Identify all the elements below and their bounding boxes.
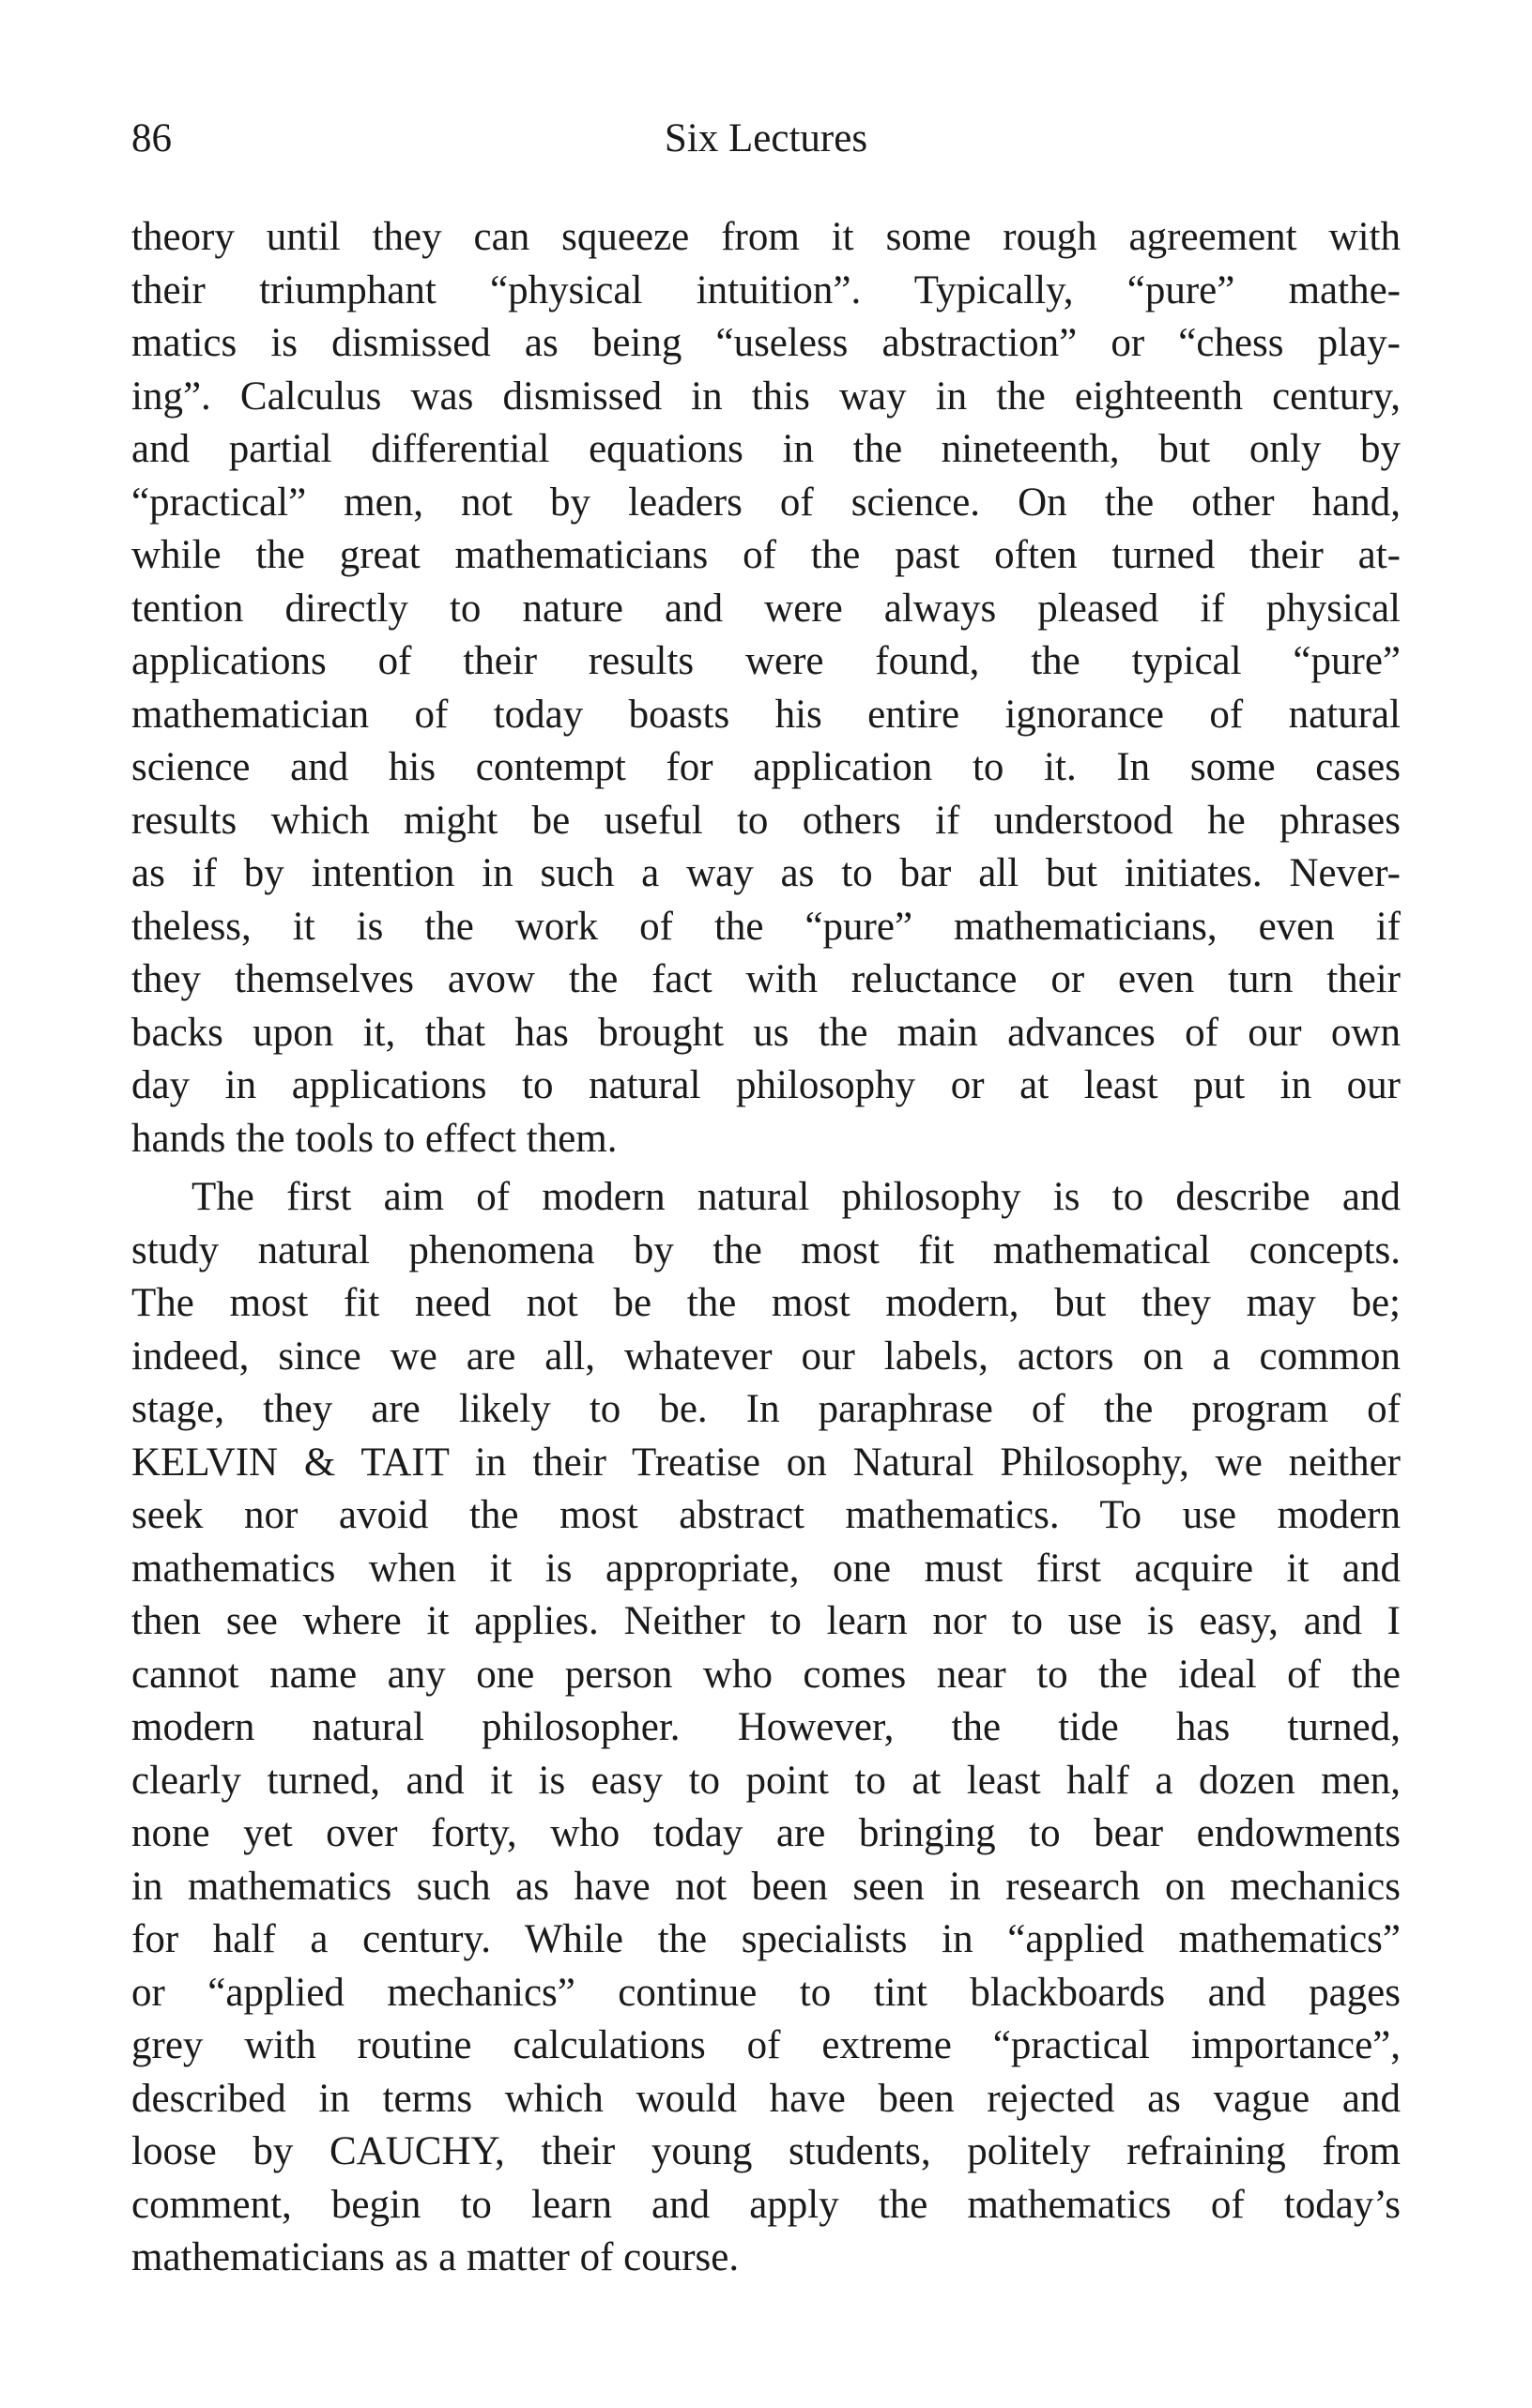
text-line: theless, it is the work of the “pure” mathematicians, even if: [131, 904, 1401, 949]
text-line: loose by CAUCHY, their young students, politely refraining from: [131, 2129, 1401, 2173]
text-line: The most fit need not be the most modern, but they may be;: [131, 1281, 1401, 1325]
text-line: while the great mathematicians of the past often turned their at-: [131, 533, 1401, 577]
text-line: tention directly to nature and were always pleased if physical: [131, 586, 1401, 631]
text-line: science and his contempt for application to it. In some cases: [131, 745, 1401, 789]
page-number: 86: [131, 116, 172, 160]
text-line: KELVIN & TAIT in their Treatise on Natural Philosophy, we neither: [131, 1440, 1401, 1485]
body-text: [131, 211, 1401, 2285]
text-line: comment, begin to learn and apply the mathematics of today’s: [131, 2182, 1401, 2227]
text-line: for half a century. While the specialists in “applied mathematics”: [131, 1917, 1401, 1961]
text-line: their triumphant “physical intuition”. Typically, “pure” mathe-: [131, 267, 1401, 312]
text-line: or “applied mechanics” continue to tint blackboards and pages: [131, 1970, 1401, 2015]
text-line: backs upon it, that has brought us the main advances of our own: [131, 1010, 1401, 1055]
text-line: theory until they can squeeze from it some rough agreement with: [131, 215, 1401, 259]
text-line: then see where it applies. Neither to learn nor to use is easy, and I: [131, 1599, 1401, 1643]
text-line: in mathematics such as have not been seen in research on mechanics: [131, 1864, 1401, 1909]
text-line: mathematics when it is appropriate, one must first acquire it and: [131, 1546, 1401, 1591]
text-line: study natural phenomena by the most fit mathematical concepts.: [131, 1227, 1401, 1273]
text-line: applications of their results were found, the typical “pure”: [131, 639, 1401, 683]
text-line: mathematician of today boasts his entire ignorance of natural: [131, 692, 1401, 737]
text-line: matics is dismissed as being “useless abstraction” or “chess play-: [131, 321, 1401, 365]
text-line: results which might be useful to others if understood he phrases: [131, 798, 1401, 843]
running-title: Six Lectures: [664, 116, 868, 160]
text-line: described in terms which would have been rejected as vague and: [131, 2076, 1401, 2121]
text-line: as if by intention in such a way as to bar all but initiates. Never-: [131, 851, 1401, 895]
text-line: clearly turned, and it is easy to point to at least half a dozen men,: [131, 1758, 1401, 1803]
text-line: hands the tools to effect them.: [131, 1116, 618, 1161]
text-line: cannot name any one person who comes near to the ideal of the: [131, 1652, 1401, 1697]
paragraph: [131, 1171, 1401, 2285]
paragraph: [131, 211, 1401, 1166]
text-line: seek nor avoid the most abstract mathematics. To use modern: [131, 1493, 1401, 1537]
text-line: modern natural philosopher. However, the tide has turned,: [131, 1705, 1401, 1749]
running-head: [131, 111, 1401, 167]
text-line: stage, they are likely to be. In paraphrase of the program of: [131, 1387, 1401, 1431]
text-line: mathematicians as a matter of course.: [131, 2235, 740, 2279]
text-line: grey with routine calculations of extreme “practical importance”,: [131, 2023, 1401, 2067]
text-line: none yet over forty, who today are bringing to bear endowments: [131, 1811, 1401, 1855]
text-line: and partial differential equations in the nineteenth, but only by: [131, 427, 1401, 471]
text-line: The first aim of modern natural philosophy is to describe and: [192, 1175, 1401, 1219]
text-line: day in applications to natural philosophy or at least put in our: [131, 1063, 1401, 1107]
text-line: they themselves avow the fact with reluctance or even turn their: [131, 957, 1401, 1001]
text-line: “practical” men, not by leaders of science. On the other hand,: [131, 480, 1401, 525]
text-line: indeed, since we are all, whatever our labels, actors on a common: [131, 1334, 1401, 1379]
text-line: ing”. Calculus was dismissed in this way in the eighteenth century,: [131, 373, 1401, 419]
